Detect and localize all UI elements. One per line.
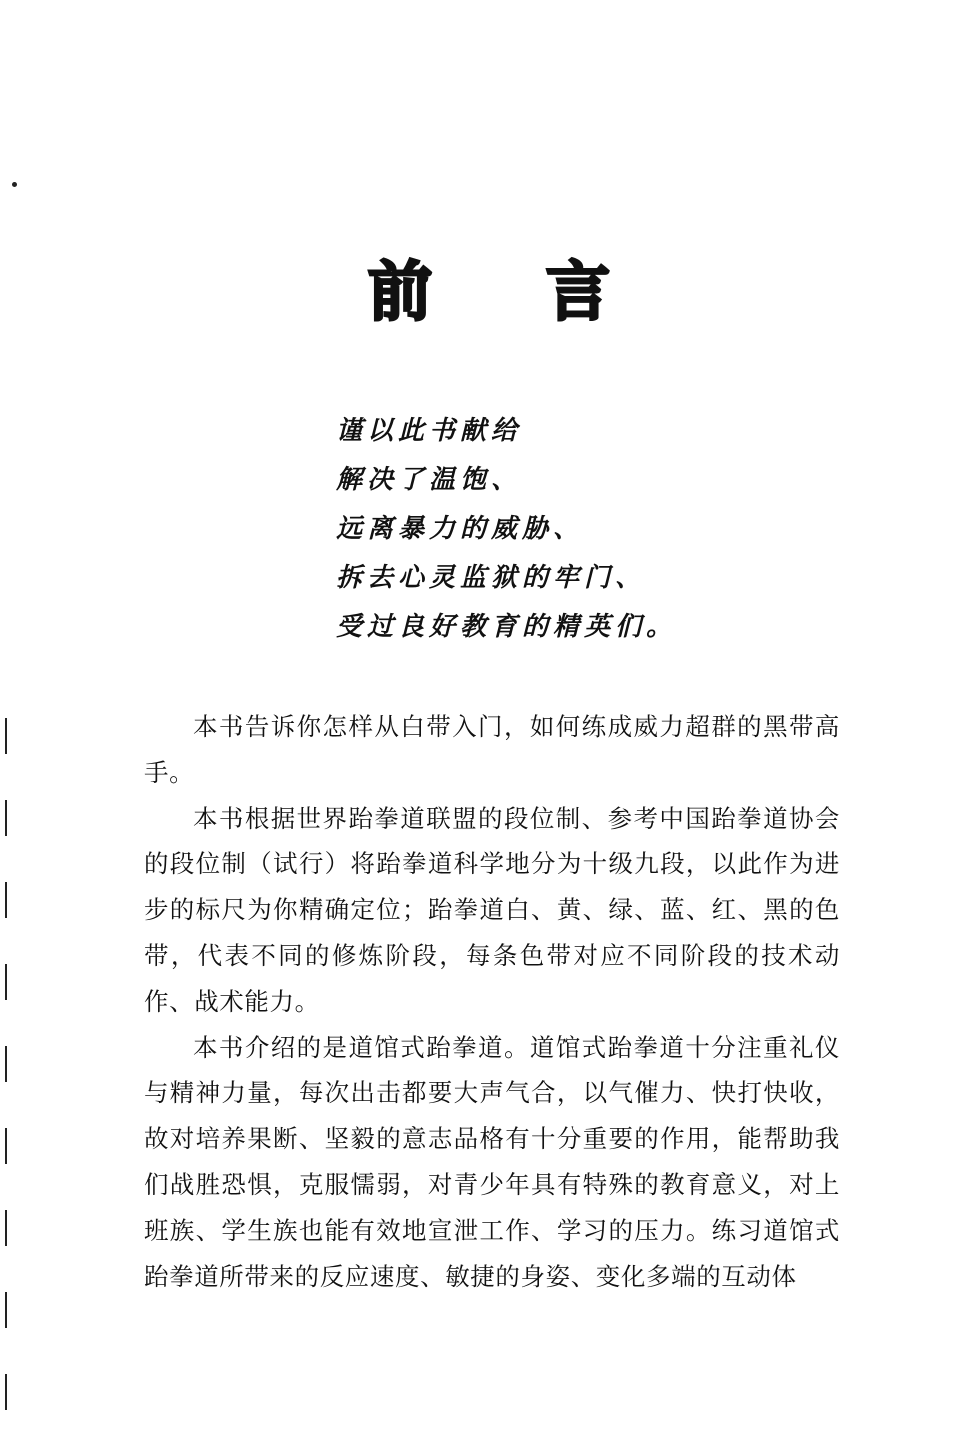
dedication-line: 拆去心灵监狱的牢门、 bbox=[336, 563, 647, 593]
paragraph: 本书根据世界跆拳道联盟的段位制、参考中国跆拳道协会的段位制（试行）将跆拳道科学地分为十级九段，以此作为进步的标尺为你精确定位；跆拳道白、黄、绿、蓝、红、黑的色带，代表不同的修炼阶段，每条色带对应不同阶段的技术动作、战术能力。 bbox=[144, 803, 840, 1016]
scan-mark bbox=[5, 1292, 7, 1328]
scan-mark bbox=[5, 1210, 7, 1246]
scan-mark bbox=[5, 718, 7, 754]
dedication bbox=[336, 407, 756, 652]
scan-mark bbox=[5, 1374, 7, 1410]
scan-margin-marks bbox=[0, 0, 20, 1430]
paragraph: 本书告诉你怎样从白带入门，如何练成威力超群的黑带高手。 bbox=[144, 712, 840, 787]
scan-mark bbox=[5, 1128, 7, 1164]
title-char-1: 前 bbox=[368, 256, 432, 330]
page-title bbox=[0, 248, 954, 338]
dedication-line: 远离暴力的威胁、 bbox=[336, 514, 585, 544]
scan-mark bbox=[5, 1046, 7, 1082]
dedication-line: 受过良好教育的精英们。 bbox=[336, 612, 678, 642]
scan-mark bbox=[5, 882, 7, 918]
scan-mark bbox=[5, 800, 7, 836]
dedication-line: 谨以此书献给 bbox=[336, 416, 523, 446]
scan-mark bbox=[5, 964, 7, 1000]
scan-dot bbox=[12, 182, 17, 187]
paragraph: 本书介绍的是道馆式跆拳道。道馆式跆拳道十分注重礼仪与精神力量，每次出击都要大声气合，以气催力、快打快收，故对培养果断、坚毅的意志品格有十分重要的作用，能帮助我们战胜恐惧，克服懦弱，对青少年具有特殊的教育意义，对上班族、学生族也能有效地宣泄工作、学习的压力。练习道馆式跆拳道所带来的反应速度、敏捷的身姿、变化多端的互动体 bbox=[144, 1032, 840, 1291]
dedication-line: 解决了温饱、 bbox=[336, 465, 523, 495]
body-text bbox=[144, 704, 840, 1299]
title-char-2: 言 bbox=[546, 256, 610, 330]
